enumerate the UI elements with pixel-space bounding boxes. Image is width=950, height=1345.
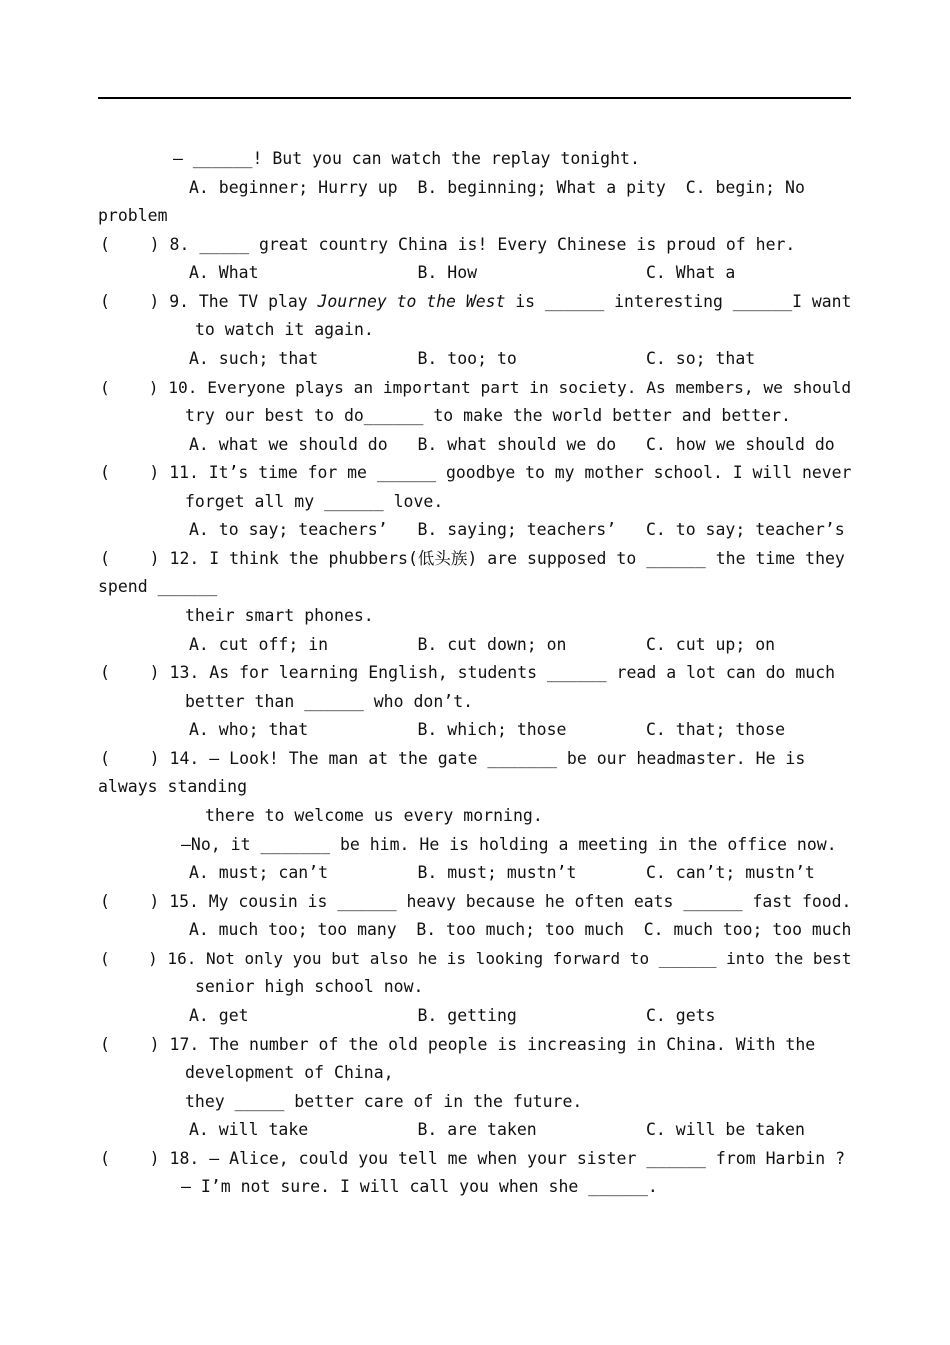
play-title: Journey to the West (317, 292, 506, 311)
question-16: ( ) 16. Not only you but also he is looking forward to ______ into the best (100, 949, 852, 968)
options-line: A. to say; teachers’ B. saying; teachers’ C. to say; teacher’s (189, 520, 845, 539)
text-line: development of China, (185, 1063, 394, 1082)
options-line: A. such; that B. too; to C. so; that (189, 349, 756, 368)
text-line: — ______! But you can watch the replay tonight. (173, 149, 640, 168)
question-10: ( ) 10. Everyone plays an important part in society. As members, we should (100, 378, 852, 397)
text-line: — I’m not sure. I will call you when she ______. (181, 1177, 658, 1196)
options-line: A. must; can’t B. must; mustn’t C. can’t; mustn’t (189, 863, 815, 882)
text-line: their smart phones. (185, 606, 374, 625)
options-line: A. much too; too many B. too much; too much C. much too; too much (189, 920, 852, 939)
options-line: A. who; that B. which; those C. that; those (189, 720, 786, 739)
text-line: —No, it _______ be him. He is holding a meeting in the office now. (181, 835, 837, 854)
text-line: forget all my ______ love. (185, 492, 444, 511)
question-17: ( ) 17. The number of the old people is increasing in China. With the (100, 1035, 816, 1054)
question-9-end: is ______ interesting ______I want (505, 292, 852, 311)
text-line: they _____ better care of in the future. (185, 1092, 583, 1111)
question-18: ( ) 18. — Alice, could you tell me when your sister ______ from Harbin ? (100, 1149, 846, 1168)
question-9 (100, 292, 851, 312)
question-15: ( ) 15. My cousin is ______ heavy because he often eats ______ fast food. (100, 892, 852, 911)
question-11: ( ) 11. It’s time for me ______ goodbye to my mother school. I will never (100, 463, 852, 482)
text-line: spend ______ (98, 577, 218, 596)
text-line: there to welcome us every morning. (205, 806, 543, 825)
text-line: better than ______ who don’t. (185, 692, 474, 711)
question-12: ( ) 12. I think the phubbers(低头族) are supposed to ______ the time they (100, 549, 845, 568)
text-line: to watch it again. (195, 320, 374, 339)
options-line: A. what we should do B. what should we do C. how we should do (189, 435, 835, 454)
question-14: ( ) 14. — Look! The man at the gate _______ be our headmaster. He is (100, 749, 806, 768)
header-rule (98, 97, 851, 99)
options-line: A. will take B. are taken C. will be taken (189, 1120, 805, 1139)
question-9-start: ( ) 9. The TV play (100, 292, 318, 311)
options-line: A. get B. getting C. gets (189, 1006, 716, 1025)
options-line: A. What B. How C. What a (189, 263, 736, 282)
text-line: problem (98, 206, 168, 225)
question-8: ( ) 8. _____ great country China is! Every Chinese is proud of her. (100, 235, 796, 254)
options-line: A. cut off; in B. cut down; on C. cut up; on (189, 635, 776, 654)
options-line: A. beginner; Hurry up B. beginning; What a pity C. begin; No (189, 178, 805, 197)
text-line: always standing (98, 777, 248, 796)
text-line: senior high school now. (195, 977, 424, 996)
text-line: try our best to do______ to make the world better and better. (185, 406, 791, 425)
question-13: ( ) 13. As for learning English, students ______ read a lot can do much (100, 663, 836, 682)
